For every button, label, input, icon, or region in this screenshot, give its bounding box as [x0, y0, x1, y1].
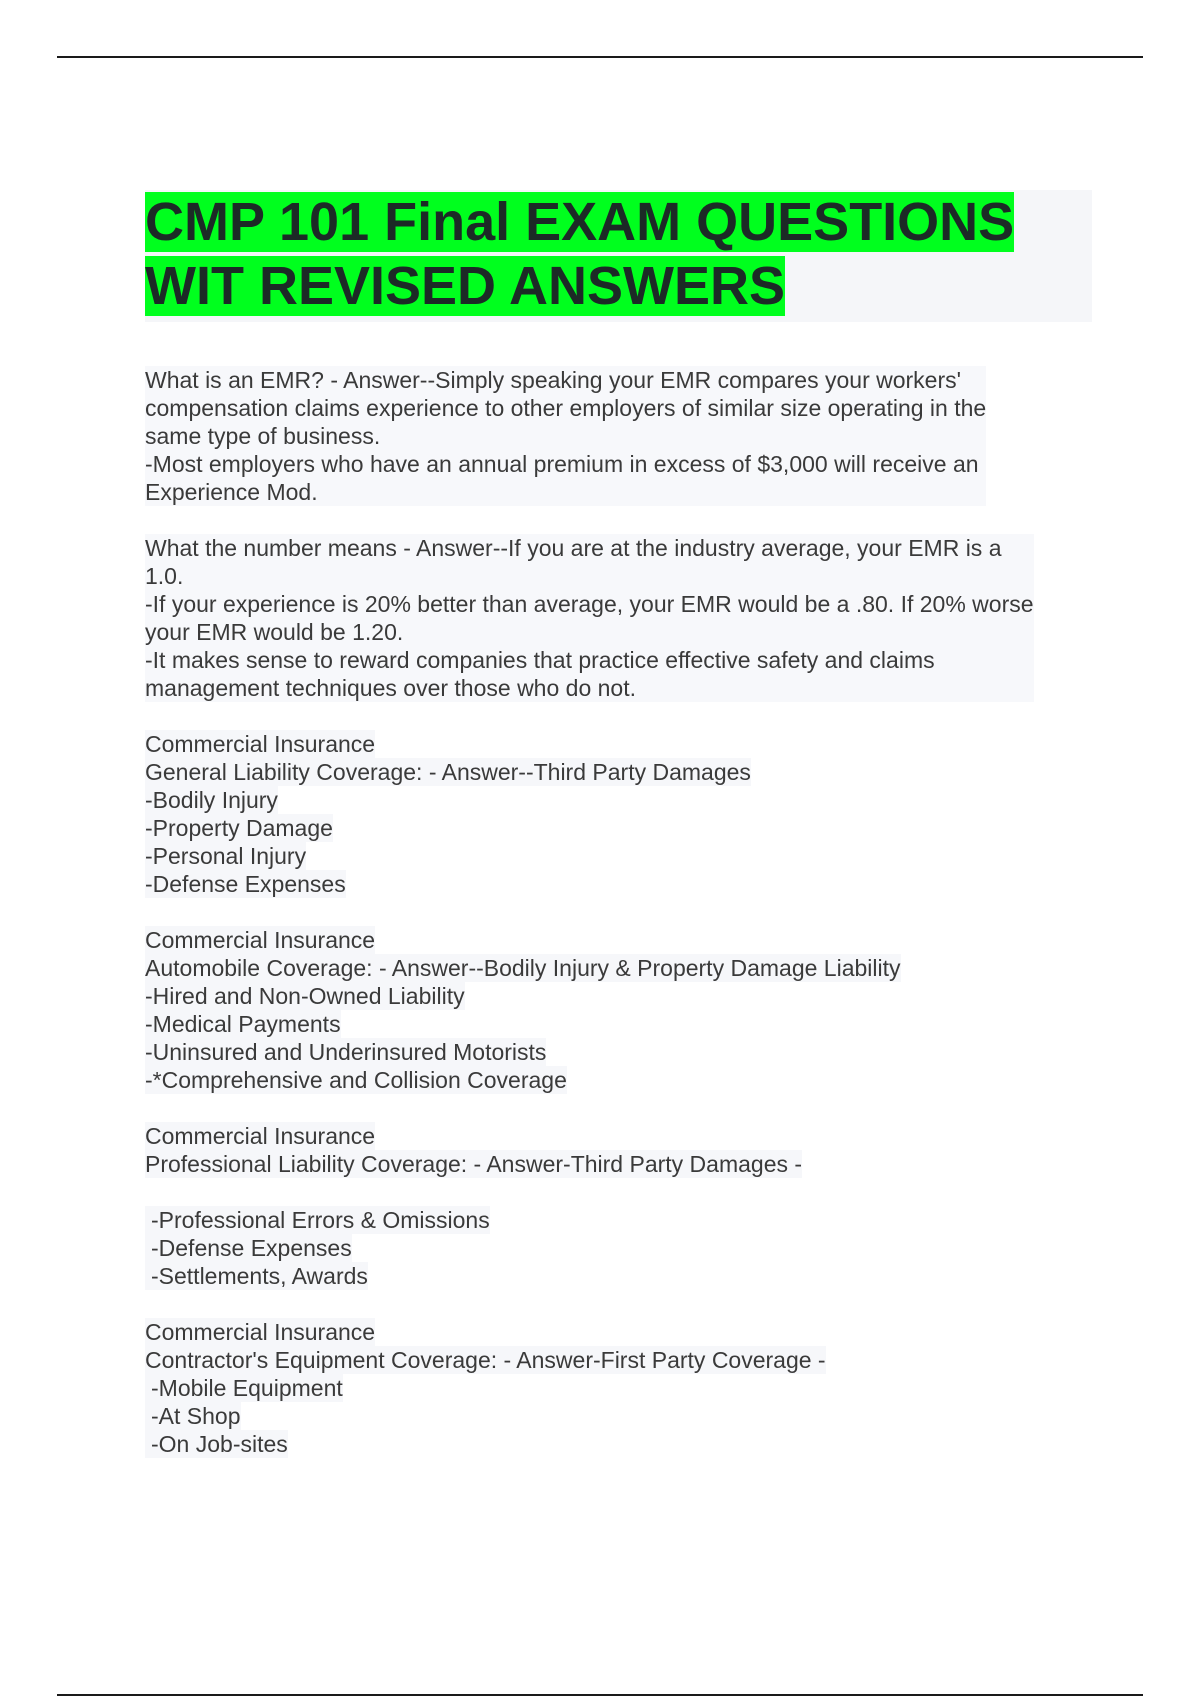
qa-line: Contractor's Equipment Coverage: - Answer-First Party Coverage - — [145, 1347, 826, 1373]
title-line-2: WIT REVISED ANSWERS — [145, 256, 786, 316]
qa-line: -Professional Errors & Omissions — [145, 1206, 1090, 1234]
qa-line: General Liability Coverage: - Answer--Third Party Damages — [145, 759, 751, 785]
qa-line: -Property Damage — [145, 815, 333, 841]
qa-line: your EMR would be 1.20. — [145, 619, 404, 645]
qa-line: Commercial Insurance — [145, 1123, 376, 1149]
qa-line: -Hired and Non-Owned Liability — [145, 983, 465, 1009]
qa-item-automobile — [145, 926, 1090, 1094]
qa-item-professional-liability-details — [145, 1206, 1090, 1290]
qa-item-professional-liability — [145, 1122, 1090, 1178]
qa-line: same type of business. — [145, 423, 381, 449]
qa-line: -Mobile Equipment — [145, 1374, 1090, 1402]
qa-line: -*Comprehensive and Collision Coverage — [145, 1067, 567, 1093]
qa-line: What is an EMR? - Answer--Simply speaking your EMR compares your workers' — [145, 367, 962, 393]
qa-line: Automobile Coverage: - Answer--Bodily Injury & Property Damage Liability — [145, 955, 901, 981]
qa-line: -If your experience is 20% better than average, your EMR would be a .80. If 20% worse — [145, 591, 1034, 617]
qa-line: -Uninsured and Underinsured Motorists — [145, 1039, 547, 1065]
title-block — [145, 190, 1092, 322]
qa-item-number-means — [145, 534, 1034, 702]
qa-line: Commercial Insurance — [145, 1319, 376, 1345]
qa-line: 1.0. — [145, 563, 184, 589]
qa-line: Experience Mod. — [145, 479, 318, 505]
qa-line: Commercial Insurance — [145, 731, 376, 757]
qa-line: Commercial Insurance — [145, 927, 376, 953]
qa-line: -Medical Payments — [145, 1011, 341, 1037]
qa-line: -Personal Injury — [145, 843, 307, 869]
qa-item-general-liability — [145, 730, 1090, 898]
qa-line: Professional Liability Coverage: - Answer-Third Party Damages - — [145, 1151, 803, 1177]
qa-line: -Defense Expenses — [145, 871, 346, 897]
qa-line: What the number means - Answer--If you are at the industry average, your EMR is a — [145, 535, 1002, 561]
qa-line: -Bodily Injury — [145, 787, 278, 813]
qa-line: compensation claims experience to other employers of similar size operating in the — [145, 395, 987, 421]
document-body — [145, 366, 1090, 1486]
qa-item-emr — [145, 366, 986, 506]
header-rule — [57, 56, 1143, 58]
qa-line: -It makes sense to reward companies that practice effective safety and claims — [145, 647, 935, 673]
qa-item-contractors-equipment — [145, 1318, 1090, 1458]
qa-line: -At Shop — [145, 1402, 1090, 1430]
qa-line: management techniques over those who do not. — [145, 675, 636, 701]
qa-line: -Defense Expenses — [145, 1234, 1090, 1262]
document-title — [145, 190, 1092, 318]
qa-line: -On Job-sites — [145, 1430, 1090, 1458]
footer-rule — [57, 1694, 1143, 1696]
qa-line: -Most employers who have an annual premium in excess of $3,000 will receive an — [145, 451, 979, 477]
qa-line: -Settlements, Awards — [145, 1262, 1090, 1290]
title-line-1: CMP 101 Final EXAM QUESTIONS — [145, 192, 1015, 252]
